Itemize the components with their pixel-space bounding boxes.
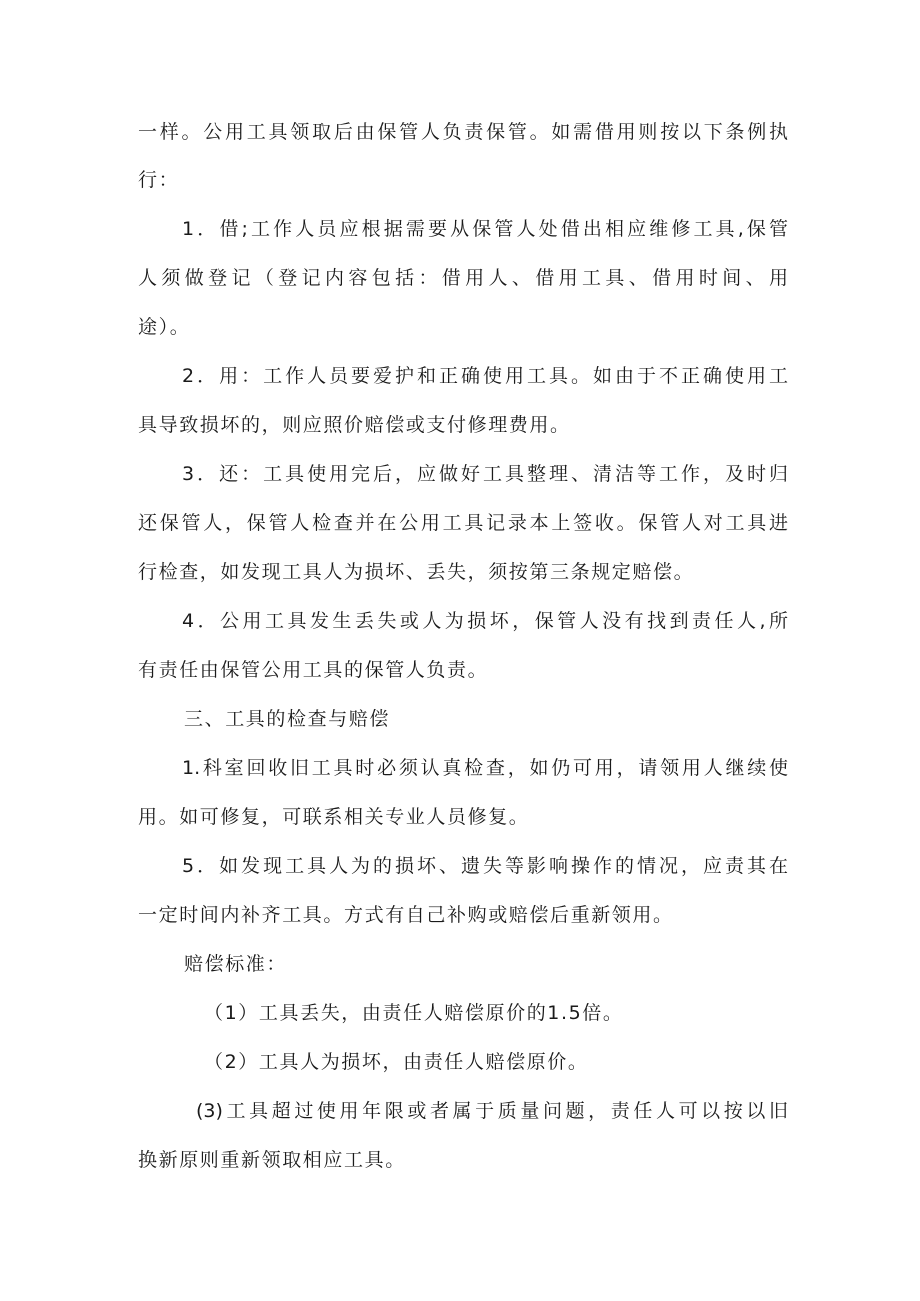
text-line: 3．还：工具使用完后，应做好工具整理、清洁等工作，及时归 (182, 463, 788, 485)
text-line: 具导致损坏的，则应照价赔偿或支付修理费用。 (138, 414, 571, 436)
text-line: 5．如发现工具人为的损坏、遗失等影响操作的情况，应责其在 (182, 855, 788, 877)
text-line: 用。如可修复，可联系相关专业人员修复。 (138, 806, 530, 828)
text-line: 行检查，如发现工具人为损坏、丢失，须按第三条规定赔偿。 (138, 561, 695, 583)
section-heading: 三、工具的检查与赔偿 (184, 708, 391, 730)
text-line: （2）工具人为损坏，由责任人赔偿原价。 (204, 1051, 589, 1073)
text-line: 人须做登记（登记内容包括：借用人、借用工具、借用时间、用 (138, 267, 788, 289)
text-line: 换新原则重新领取相应工具。 (138, 1149, 406, 1171)
text-line: 行： (138, 169, 180, 191)
text-line: 途）。 (138, 316, 191, 338)
text-line: 还保管人，保管人检查并在公用工具记录本上签收。保管人对工具进 (138, 512, 788, 534)
text-line: 2．用：工作人员要爱护和正确使用工具。如由于不正确使用工 (182, 365, 788, 387)
text-line: 4．公用工具发生丢失或人为损坏，保管人没有找到责任人,所 (182, 610, 788, 632)
text-line: （1）工具丢失，由责任人赔偿原价的1.5倍。 (204, 1002, 624, 1024)
text-line: 有责任由保管公用工具的保管人负责。 (138, 659, 489, 681)
text-line: 1．借;工作人员应根据需要从保管人处借出相应维修工具,保管 (182, 218, 788, 240)
text-line: 赔偿标准： (184, 953, 288, 975)
text-line: (3)工具超过使用年限或者属于质量问题，责任人可以按以旧 (196, 1100, 788, 1122)
text-line: 一定时间内补齐工具。方式有自己补购或赔偿后重新领用。 (138, 904, 674, 926)
text-line: 1.科室回收旧工具时必须认真检查，如仍可用，请领用人继续使 (182, 757, 788, 779)
text-line: 一样。公用工具领取后由保管人负责保管。如需借用则按以下条例执 (138, 121, 788, 143)
